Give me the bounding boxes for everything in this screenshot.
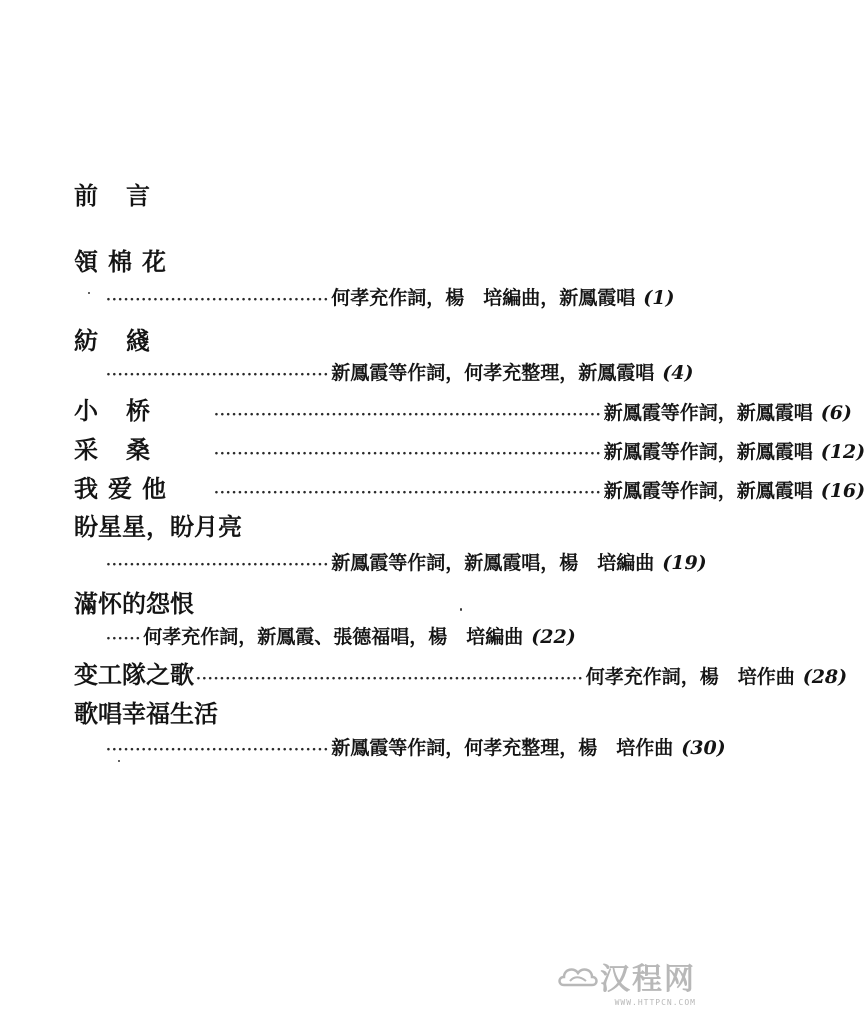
leader-dots: ······ [106,631,142,647]
leader-dots: ······································ [106,742,330,758]
toc-entry-title: 小桥 [74,396,178,425]
toc-entry-title: 我爱他 [74,474,176,503]
toc-entry-credit: 新鳳霞等作詞，何孝充整理，新鳳霞唱 [331,362,655,384]
watermark-text: 汉程网 [600,962,696,997]
watermark-logo [556,954,696,998]
toc-entry-title[interactable] [74,247,626,277]
toc-entry-credit: 新鳳霞等作詞，新鳳霞唱 [603,480,813,502]
toc-entry-credit-line[interactable] [104,360,694,386]
toc-entry-title: 采桑 [74,435,178,464]
toc-entry-page: (6) [820,402,852,424]
toc-entry-credit: 新鳳霞等作詞，新鳳霞唱，楊 培編曲 [331,552,655,574]
toc-entry-title[interactable] [74,512,626,542]
scan-speck [118,760,120,762]
toc-entry-row[interactable] [74,660,848,690]
toc-entry-title-text: 紡綫 [74,326,178,355]
toc-entry-credit: 何孝充作詞，新鳳霞、張德福唱，楊 培編曲 [143,626,524,648]
toc-entry-page: (28) [802,666,848,688]
toc-entry-title[interactable] [74,589,626,619]
toc-entry-page: (1) [643,287,675,309]
watermark-url: WWW.HTTPCN.COM [614,998,696,1007]
watermark [556,954,696,1007]
toc-entry-row[interactable] [74,396,852,426]
toc-entry-page: (12) [820,441,865,463]
leader-dots: ·································································· [214,407,602,423]
cloud-logo-icon [556,959,600,993]
toc-entry-credit: 何孝充作詞，楊 培作曲 [585,666,795,688]
toc-entry-title-text: 歌唱幸福生活 [74,699,218,728]
leader-dots: ······································ [106,367,330,383]
toc-entry-credit: 何孝充作詞，楊 培編曲，新鳳霞唱 [331,287,636,309]
toc-entry-page: (19) [662,552,707,574]
toc-entry-page: (22) [531,626,576,648]
leader-dots: ······································ [106,557,330,573]
leader-dots: ·································································· [196,671,584,687]
toc-entry-page: (16) [820,480,865,502]
toc-entry-row[interactable] [74,435,865,465]
toc-entry-title[interactable] [74,699,626,729]
toc-entry-credit: 新鳳霞等作詞，何孝充整理，楊 培作曲 [331,737,674,759]
toc-entry-title-text: 領棉花 [74,247,176,276]
toc-entry-title-text: 滿怀的怨恨 [74,589,194,618]
toc-entry-credit-line[interactable] [104,285,675,311]
toc-preface-title: 前言 [74,181,178,210]
toc-entry-title-text: 盼星星，盼月亮 [74,512,242,541]
toc-entry-credit: 新鳳霞等作詞，新鳳霞唱 [603,402,813,424]
scan-speck [88,292,90,294]
scan-speck [460,608,462,611]
toc-entry-page: (30) [681,737,726,759]
toc-preface[interactable] [74,181,626,211]
toc-entry-title: 变工隊之歌 [74,660,194,689]
leader-dots: ······································ [106,292,330,308]
toc-entry-credit-line[interactable] [104,735,726,761]
toc-entry-page: (4) [662,362,694,384]
toc-entry-credit: 新鳳霞等作詞，新鳳霞唱 [603,441,813,463]
toc-entry-credit-line[interactable] [104,624,626,650]
toc-entry-title[interactable] [74,326,626,356]
leader-dots: ·································································· [214,485,602,501]
leader-dots: ·································································· [214,446,602,462]
toc-entry-credit-line[interactable] [104,550,707,576]
toc-entry-row[interactable] [74,474,865,504]
